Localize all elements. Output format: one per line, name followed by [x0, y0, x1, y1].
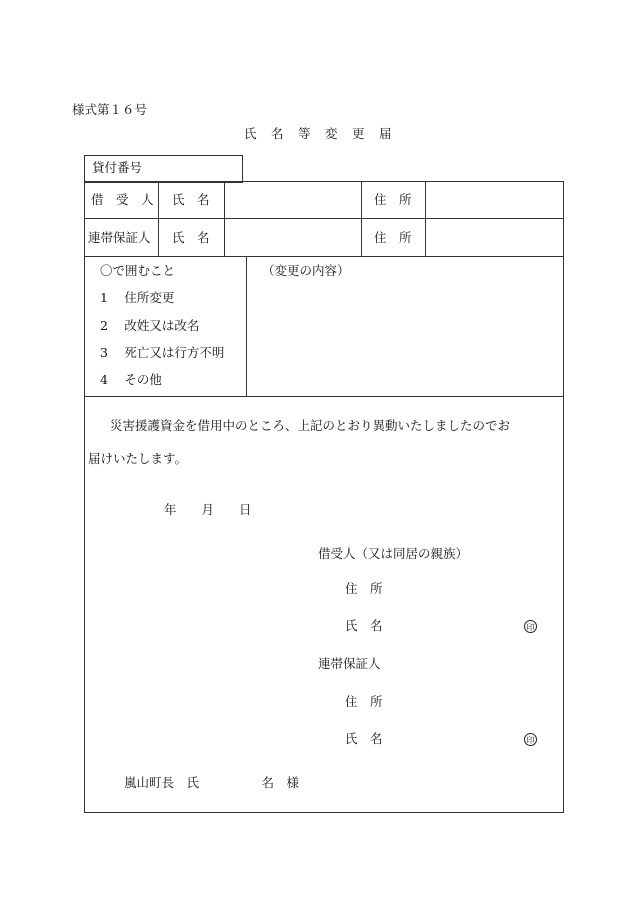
guarantor-label: 連帯保証人	[88, 230, 151, 245]
borrower-signature-name-label: 氏 名	[345, 618, 383, 633]
option-other[interactable]: 4 その他	[100, 372, 162, 387]
borrower-name-field[interactable]	[225, 182, 361, 218]
rule-guarantor-bottom	[84, 256, 564, 257]
borrower-signature-address-label: 住 所	[345, 581, 383, 596]
statement-line-1: 災害援護資金を借用中のところ、上記のとおり異動いたしましたのでお	[110, 418, 511, 433]
date-line[interactable]: 年 月 日	[164, 502, 252, 517]
option-name-change[interactable]: 2 改姓又は改名	[100, 318, 200, 333]
borrower-name-label: 氏 名	[172, 192, 210, 207]
document-title: 氏 名 等 変 更 届	[244, 126, 393, 141]
change-details-field[interactable]	[247, 282, 563, 395]
options-instruction: 〇で囲むこと	[100, 263, 176, 278]
borrower-seal-icon: 印	[524, 620, 537, 633]
borrower-signature-heading: 借受人（又は同居の親族）	[318, 546, 469, 561]
rule-options-bottom	[84, 396, 564, 397]
change-details-label: （変更の内容）	[262, 263, 350, 278]
borrower-address-field[interactable]	[426, 182, 563, 218]
guarantor-address-field[interactable]	[426, 219, 563, 256]
statement-line-2: 届けいたします。	[88, 451, 188, 466]
loan-number-label: 貸付番号	[92, 160, 143, 175]
rule-v-label	[158, 181, 159, 256]
rule-v-address-label-left	[361, 181, 362, 256]
addressee: 嵐山町長 氏 名 様	[124, 775, 300, 790]
borrower-address-label: 住 所	[374, 192, 412, 207]
option-death-missing[interactable]: 3 死亡又は行方不明	[100, 345, 225, 360]
guarantor-seal-icon: 印	[524, 733, 537, 746]
option-address-change[interactable]: 1 住所変更	[100, 290, 175, 305]
borrower-label: 借 受 人	[91, 192, 154, 207]
guarantor-signature-name-label: 氏 名	[345, 731, 383, 746]
guarantor-address-label: 住 所	[374, 230, 412, 245]
guarantor-name-field[interactable]	[225, 219, 361, 256]
guarantor-name-label: 氏 名	[172, 230, 210, 245]
guarantor-signature-address-label: 住 所	[345, 694, 383, 709]
guarantor-signature-heading: 連帯保証人	[318, 656, 381, 671]
form-number: 様式第１６号	[72, 102, 148, 117]
